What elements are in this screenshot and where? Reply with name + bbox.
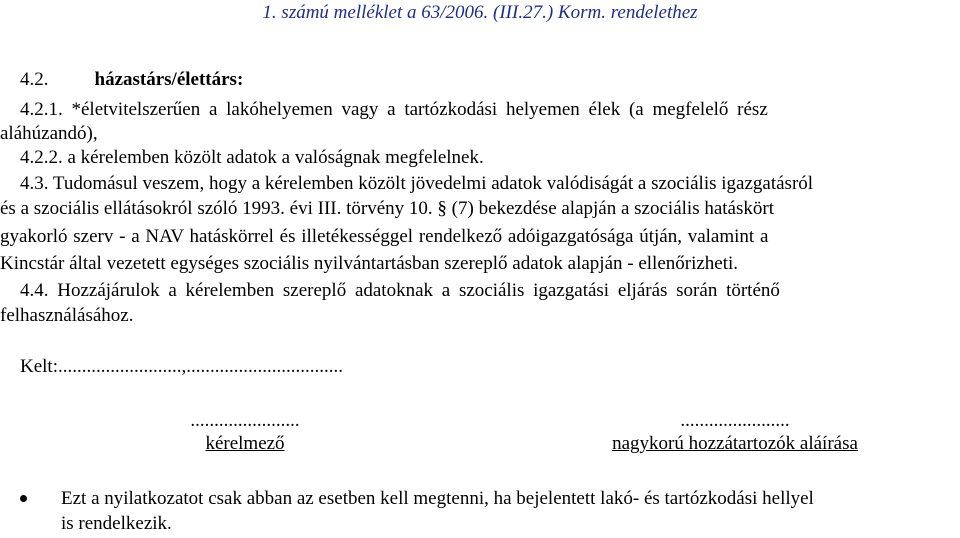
signature-dots: .......................: [190, 410, 300, 431]
item-4-3-line4: Kincstár által vezetett egységes szociális nyilvántartásban szereplő adatok alapján - ellenőrizheti.: [0, 253, 739, 274]
signature-applicant: [95, 410, 395, 456]
signature-dots: .......................: [680, 410, 790, 431]
document-header: 1. számú melléklet a 63/2006. (III.27.) Korm. rendelethez: [262, 2, 698, 23]
item-4-3-line2: és a szociális ellátásokról szóló 1993. évi III. törvény 10. § (7) bekezdése alapján a szociális hatáskört: [0, 198, 774, 219]
item-4-2-1-line2: aláhúzandó),: [0, 123, 98, 144]
item-4-4-line1: 4.4. Hozzájárulok a kérelemben szereplő adatoknak a szociális igazgatási eljárás során történő: [20, 280, 780, 301]
item-4-4-line2: felhasználásához.: [0, 305, 134, 326]
item-4-3-line3: gyakorló szerv - a NAV hatáskörrel és illetékességgel rendelkező adóigazgatósága útján, valamint a: [0, 226, 769, 247]
item-4-2-1-line1: [20, 98, 958, 122]
section-4-2: [20, 68, 243, 92]
kelt-line: Kelt:..........................,.................................: [20, 356, 343, 377]
item-4-2-2: 4.2.2. a kérelemben közölt adatok a valóságnak megfelelnek.: [20, 147, 484, 168]
section-number: 4.2.: [20, 69, 49, 90]
section-title: házastárs/élettárs:: [94, 69, 244, 90]
bullet-icon: [20, 495, 27, 502]
footnote-line2: is rendelkezik.: [61, 513, 172, 534]
signature-label-applicant: kérelmező: [205, 433, 285, 454]
signature-relatives: [585, 410, 885, 456]
footnote-line1: Ezt a nyilatkozatot csak abban az esetben kell megtenni, ha bejelentett lakó- és tartózkodási hellyel: [61, 488, 814, 509]
item-4-3-line1: 4.3. Tudomásul veszem, hogy a kérelemben közölt jövedelmi adatok valódiságát a szociális igazgatásról: [20, 173, 814, 194]
signature-label-relatives: nagykorú hozzátartozók aláírása: [612, 433, 858, 454]
item-4-2-1-text: 4.2.1. *életvitelszerűen a lakóhelyemen vagy a tartózkodási helyemen élek (a megfelelő rész: [20, 99, 768, 120]
